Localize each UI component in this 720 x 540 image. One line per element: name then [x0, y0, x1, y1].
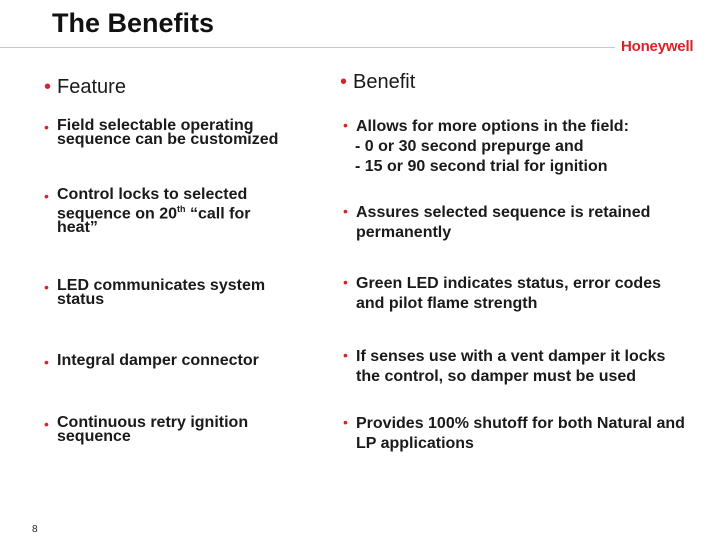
benefit-column-header	[340, 71, 415, 94]
benefit-text: Provides 100% shutoff for both Natural and LP applications	[356, 415, 685, 452]
benefit-item	[343, 414, 693, 454]
bullet-icon: •	[343, 203, 348, 219]
bullet-icon: •	[44, 416, 49, 432]
benefit-text: Green LED indicates status, error codes and pilot flame strength	[356, 275, 661, 312]
benefit-text: Assures selected sequence is retained permanently	[356, 204, 651, 241]
feature-column-header	[44, 76, 126, 99]
feature-item	[44, 188, 294, 235]
benefit-text: Allows for more options in the field:	[356, 118, 629, 135]
feature-item	[44, 354, 304, 368]
feature-item	[44, 416, 284, 444]
benefit-item	[343, 274, 663, 314]
feature-text: LED communicates system status	[57, 277, 266, 308]
bullet-icon: •	[343, 117, 348, 133]
bullet-icon: •	[44, 119, 49, 135]
feature-text: Integral damper connector	[57, 352, 259, 369]
bullet-icon: •	[44, 76, 52, 98]
feature-item	[44, 119, 294, 147]
benefit-subitem: - 15 or 90 second trial for ignition	[355, 158, 608, 175]
feature-text: Control locks to selected sequence on 20th “call for heat”	[57, 186, 251, 237]
page-number: 8	[32, 524, 38, 535]
bullet-icon: •	[44, 188, 49, 204]
feature-text: Continuous retry ignition sequence	[57, 414, 249, 445]
benefit-item	[343, 203, 703, 243]
bullet-icon: •	[44, 279, 49, 295]
feature-header-label: Feature	[57, 76, 126, 98]
slide-title: The Benefits	[52, 8, 215, 38]
honeywell-logo: Honeywell	[621, 38, 694, 55]
title-divider	[0, 47, 615, 48]
benefit-subitem: - 0 or 30 second prepurge and	[355, 138, 584, 155]
bullet-icon: •	[340, 71, 348, 93]
bullet-icon: •	[44, 354, 49, 370]
feature-item	[44, 279, 299, 307]
bullet-icon: •	[343, 274, 348, 290]
bullet-icon: •	[343, 414, 348, 430]
benefit-text: If senses use with a vent damper it locks the control, so damper must be used	[356, 348, 666, 385]
benefit-header-label: Benefit	[353, 71, 416, 93]
benefit-item	[343, 117, 688, 177]
bullet-icon: •	[343, 347, 348, 363]
benefit-item	[343, 347, 688, 387]
feature-text: Field selectable operating sequence can be customized	[57, 117, 279, 148]
